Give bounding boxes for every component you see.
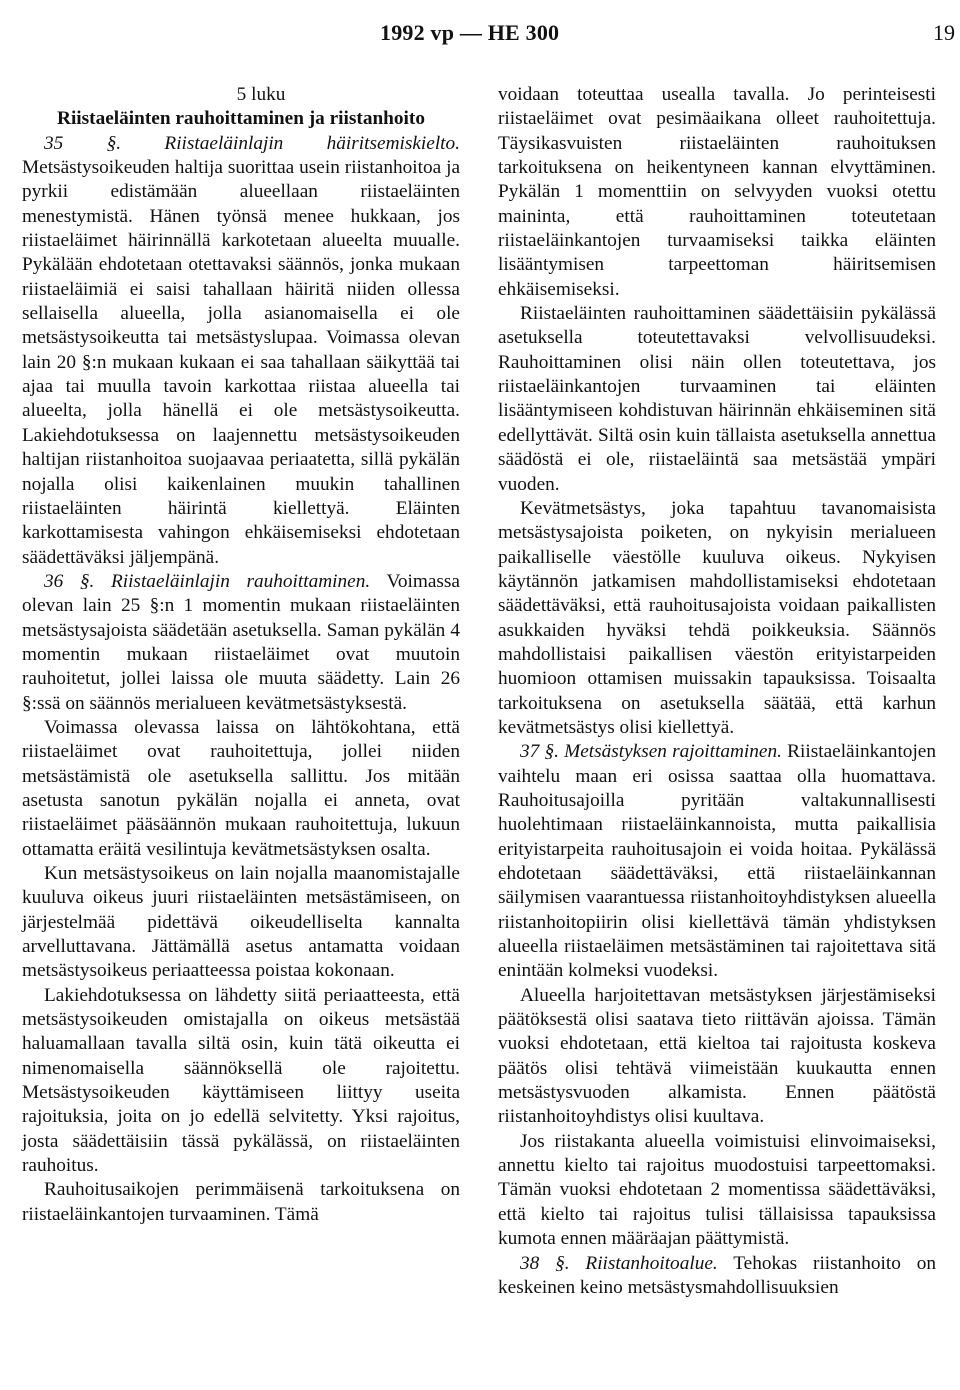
- section-35-paragraph: [22, 132, 460, 570]
- left-paragraph-5: Rauhoitusaikojen perimmäisenä tarkoituksena on riistaeläinkantojen turvaaminen. Tämä: [22, 1179, 460, 1225]
- section-37-text: Riistaeläinkantojen vaihtelu maan eri osissa saattaa olla huomattava. Rauhoitusajoilla pyritään valtakunnallisesti huolehtimaan riistaeläinkannoista, mutta paikallisia erityistarpeita rauhoitusajoin ei voida hoitaa. Pykälässä ehdotetaan säädettäväksi, että riistaeläinkannan säilymisen vaarantuessa riistanhoitoyhdistyksen alueella riistanhoitopiirin olisi kiellettävä tämän yhdistyksen alueella riistaeläimen metsästäminen tai rajoitettava sitä enintään kolmeksi vuodeksi.: [498, 741, 936, 982]
- section-36-text: Voimassa olevan lain 25 §:n 1 momentin mukaan riistaeläinten metsästysajoista säädetään asetuksella. Saman pykälän 4 momentin mukaan riistaeläimet ovat muutoin rauhoitetut, jollei laissa ole muuta säädetty. Lain 26 §:ssä on säännös merialueen kevätmetsästyksestä.: [22, 570, 460, 714]
- section-36-paragraph: [22, 570, 460, 716]
- page-number: 19: [933, 20, 955, 45]
- left-paragraph-3: Kun metsästysoikeus on lain nojalla maanomistajalle kuuluva oikeus juuri riistaeläinten metsästämiseen, on järjestelmää pidettävä oikeudelliselta kannalta arvelluttavana. Jättämällä asetus antamatta voidaan metsästysoikeus periaatteessa poistaa kokonaan.: [22, 863, 460, 982]
- right-paragraph-5: Alueella harjoitettavan metsästyksen järjestämiseksi päätöksestä olisi saatava tieto riittävän ajoissa. Tämän vuoksi ehdotetaan, että kieltoa tai rajoitusta koskeva päätös olisi tehtävä viimeistään kuukautta ennen metsästysvuoden alkamista. Ennen päätöstä riistanhoitoyhdistys olisi kuultava.: [498, 984, 936, 1128]
- left-column: [22, 83, 460, 1227]
- section-37-paragraph: [498, 740, 936, 983]
- running-head: 1992 vp — HE 300: [380, 20, 560, 45]
- chapter-number: 5 luku: [236, 84, 286, 105]
- page-header: [0, 14, 960, 54]
- section-38-text: Tehokas riistanhoito on keskeinen keino metsästysmahdollisuuksien: [498, 1252, 936, 1298]
- section-35-heading: 35 §. Riistaeläinlajin häiritsemiskielto.: [44, 132, 460, 154]
- section-36-heading: 36 §. Riistaeläinlajin rauhoittaminen.: [44, 570, 371, 592]
- right-paragraph-3: Kevätmetsästys, joka tapahtuu tavanomaisista metsästysajoista poiketen, on nykyisin merialueen paikalliselle väestölle kuuluva oikeus. Nykyisen käytännön jatkamisen mahdollistamiseksi ehdotetaan säädettäväksi, että rauhoitusajoista voidaan paikallisten asukkaiden hyväksi tehdä poikkeuksia. Säännös mahdollistaisi paikallisen väestön erityistarpeiden huomioon ottamisen muissakin tapauksissa. Toisaalta tarkoituksena on asetuksella säätää, että karhun kevätmetsästys olisi kiellettyä.: [498, 497, 936, 738]
- right-paragraph-1: voidaan toteuttaa usealla tavalla. Jo perinteisesti riistaeläimet ovat pesimäaikana olleet rauhoitettuja. Täysikasvuisten riistaeläinten rauhoituksen tarkoituksena on heikentyneen kannan elvyttäminen. Pykälän 1 momenttiin on selvyyden vuoksi otettu maininta, että rauhoittaminen toteutetaan riistaeläinkantojen turvaamiseksi taikka eläinten lisääntymisen tarpeettoman häiritsemisen ehkäisemiseksi.: [498, 84, 936, 300]
- section-35-text: Metsästysoikeuden haltija suorittaa usein riistanhoitoa ja pyrkii edistämään alueellaan riistaeläinten menestymistä. Hänen työnsä menee hukkaan, jos riistaeläimet häirinnällä karkotetaan alueelta muualle. Pykälään ehdotetaan otettavaksi säännös, jonka mukaan riistaeläimiä ei saisi tahallaan häiritä niiden ollessa sellaisella alueella, jolla asianomaisella ei ole metsästysoikeutta tai metsästyslupaa. Voimassa olevan lain 20 §:n mukaan kukaan ei saa tahallaan säikyttää tai ajaa tai muulla tavoin karkottaa riistaa alueella tai alueelta, jolla hänellä ei ole metsästysoikeutta. Lakiehdotuksessa on laajennettu metsästysoikeuden haltijan riistanhoitoa suojaavaa periaatetta, sillä pykälän nojalla olisi kaikenlainen muukin tahallinen riistaeläinten häirintä kiellettyä. Eläinten karkottamisesta vahingon ehkäisemiseksi ehdotetaan säädettäväksi jäljempänä.: [22, 157, 460, 568]
- right-paragraph-2: Riistaeläinten rauhoittaminen säädettäisiin pykälässä asetuksella toteutettavaksi velvollisuudeksi. Rauhoittaminen olisi näin ollen toteutettava, jos riistaeläinkantojen turvaaminen tai eläinten lisääntymiseen kohdistuvan häirinnän ehkäiseminen sitä edellyttävät. Siltä osin kuin tällaista asetuksella annettua säädöstä ei ole, riistaeläintä saa metsästää ympäri vuoden.: [498, 303, 936, 495]
- section-37-heading: 37 §. Metsästyksen rajoittaminen.: [520, 741, 782, 763]
- section-38-heading: 38 §. Riistanhoitoalue.: [520, 1252, 718, 1274]
- section-38-paragraph: [498, 1252, 936, 1301]
- left-paragraph-2: Voimassa olevassa laissa on lähtökohtana, että riistaeläimet ovat rauhoitettuja, jollei niiden metsästämistä ole asetuksella sallittu. Jos mitään asetusta sanotun pykälän nojalla ei anneta, ovat riistaeläimet pääsäännön mukaan rauhoitettuja, lukuun ottamatta eräitä vesilintuja kevätmetsästyksen osalta.: [22, 716, 460, 860]
- left-paragraph-4: Lakiehdotuksessa on lähdetty siitä periaatteesta, että metsästysoikeuden omistajalla on oikeus metsästää haluamallaan tavalla siltä osin, kuin tätä oikeutta ei nimenomaisella säännöksellä ole rajoitettu. Metsästysoikeuden käyttämiseen liittyy useita rajoituksia, joita on jo edellä selvitetty. Yksi rajoitus, josta säädettäisiin tässä pykälässä, on riistaeläinten rauhoitus.: [22, 984, 460, 1177]
- right-column: [498, 83, 936, 1300]
- right-paragraph-6: Jos riistakanta alueella voimistuisi elinvoimaiseksi, annettu kielto tai rajoitus muodostuisi tarpeettomaksi. Tämän vuoksi ehdotetaan 2 momentissa säädettäväksi, että kielto tai rajoitus tulisi tällaisissa tapauksissa kumota ennen määräajan päättymistä.: [498, 1130, 936, 1250]
- chapter-title: Riistaeläinten rauhoittaminen ja riistanhoito: [57, 108, 425, 130]
